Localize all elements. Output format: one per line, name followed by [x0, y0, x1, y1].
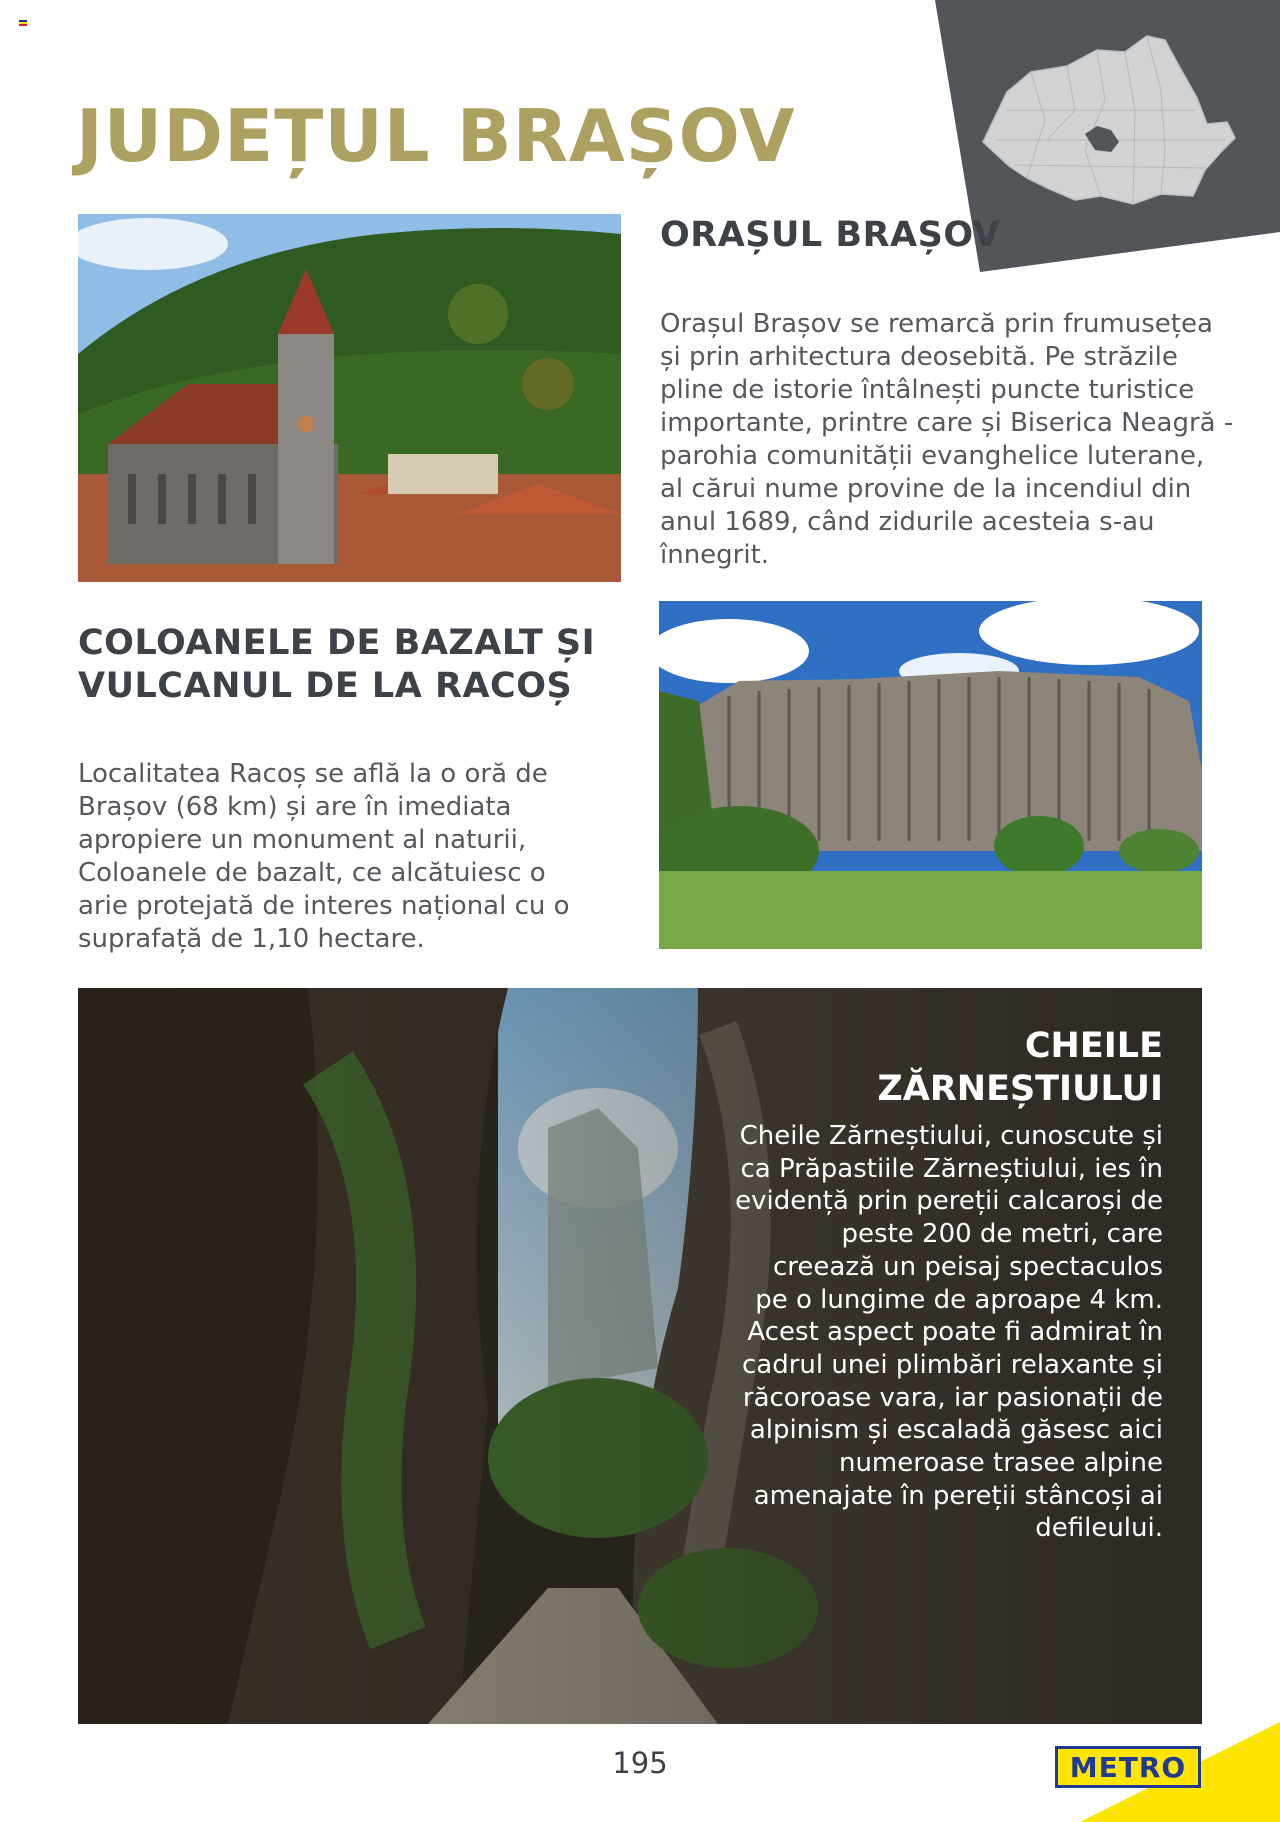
section-body-coloanele-de-bazalt: Localitatea Racoș se află la o oră de Brașov (68 km) și are în imediata apropiere un monument al naturii, Coloanele de bazalt, ce alcătuiesc o arie protejată de interes național cu o suprafață de 1,10 hectare.: [78, 759, 570, 954]
page-number: 195: [612, 1746, 668, 1780]
section-body-orasul-brasov: Orașul Brașov se remarcă prin frumusețea și prin arhitectura deosebită. Pe străzile pline de istorie întâlnești puncte turistice importante, printre care și Biserica Neagră - parohia comunității evanghelice luterane, al cărui nume provine de la incendiul din anul 1689, când zidurile acesteia s-au înnegrit.: [660, 309, 1234, 570]
flag-icon: [19, 20, 27, 26]
section-title-cheile-zarnestiului: CHEILE ZĂRNEȘTIULUI: [877, 1026, 1163, 1109]
basalt-columns-photo: [659, 601, 1202, 949]
section-title-coloanele-de-bazalt: COLOANELE DE BAZALT ȘI VULCANUL DE LA RACOȘ: [78, 623, 596, 706]
section-title-orasul-brasov: ORAȘUL BRAȘOV: [660, 215, 1001, 255]
section-body-cheile-zarnestiului: Cheile Zărneștiului, cunoscute și ca Prăpastiile Zărneștiului, ies în evidență prin pereții calcaroși de peste 200 de metri, care creează un peisaj spectaculos pe o lungime de aproape 4 km. Acest aspect poate fi admirat în cadrul unei plimbări relaxante și răcoroase vara, iar pasionații de alpinism și escaladă găsesc aici numeroase trasee alpine amenajate în pereții stâncoși ai defileului.: [735, 1121, 1163, 1544]
brasov-city-photo: [78, 214, 621, 582]
page-title: JUDEȚUL BRAȘOV: [76, 94, 796, 178]
metro-logo-text: METRO: [1069, 1750, 1187, 1784]
metro-logo: [1055, 1746, 1201, 1788]
